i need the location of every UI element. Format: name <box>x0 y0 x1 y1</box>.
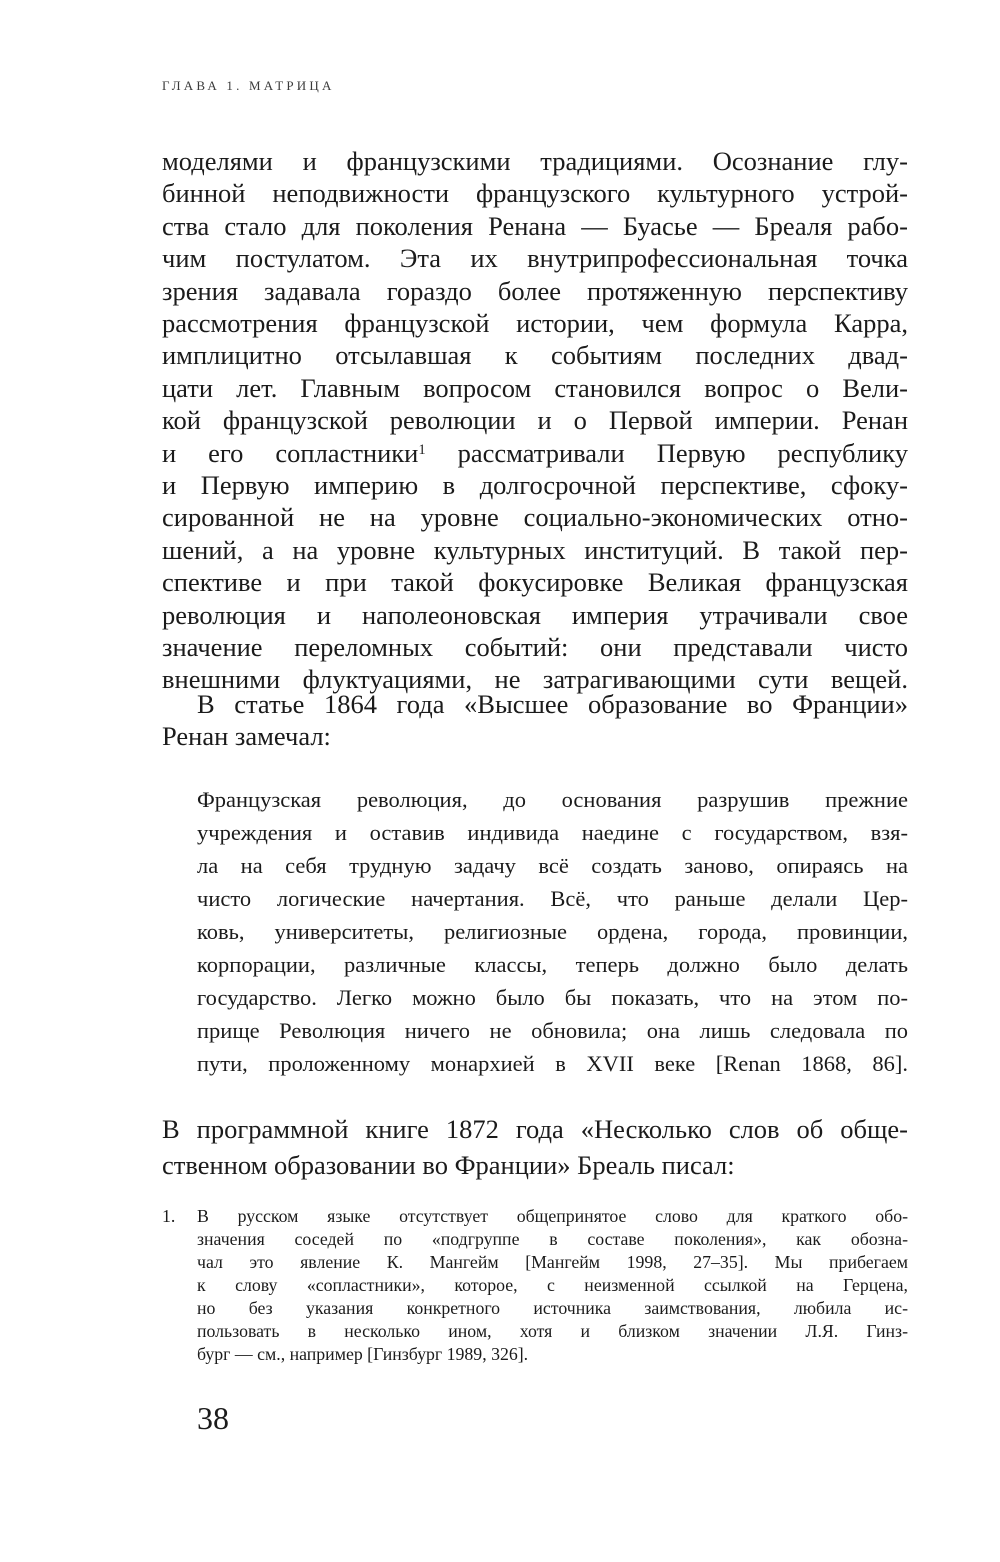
text-line: Ренан замечал: <box>162 721 331 751</box>
footnote-line: бург — см., например [Гинзбург 1989, 326]. <box>197 1344 529 1364</box>
text-line-with-footnote-ref <box>162 436 908 471</box>
footnote-line: к слову «сопластники», которое, с неизменной ссылкой на Герцена, <box>197 1275 908 1295</box>
quote-line: ковь, университеты, религиозные ордена, города, провинции, <box>197 919 908 944</box>
footnote-line: В русском языке отсутствует общепринятое слово для краткого обо- <box>197 1206 908 1226</box>
footnote-ref: 1 <box>418 441 426 458</box>
text-line: В статье 1864 года «Высшее образование во Франции» <box>197 689 908 719</box>
footnote-line: значения соседей по «подгруппе в составе поколения», как обозна- <box>197 1229 908 1249</box>
quote-line: ла на себя трудную задачу всё создать заново, опираясь на <box>197 853 908 878</box>
text-line: и Первую империю в долгосрочной перспективе, сфоку- <box>162 470 908 500</box>
text-line: революция и наполеоновская империя утрачивали свое <box>162 599 908 630</box>
quote-line: корпорации, различные классы, теперь должно было делать <box>197 952 908 977</box>
text-line: ственном образовании во Франции» Бреаль писал: <box>162 1150 735 1180</box>
text-line: внешними флуктуациями, не затрагивающими сути вещей. <box>162 664 908 695</box>
text-line: чим постулатом. Эта их внутрипрофессиональная точка <box>162 243 908 274</box>
text-line: бинной неподвижности французского культурного устрой- <box>162 178 908 209</box>
quote-line: прище Революция ничего не обновила; она лишь следовала по <box>197 1018 908 1043</box>
page-number: 38 <box>197 1400 229 1436</box>
quote-line: пути, проложенному монархией в XVII веке [Renan 1868, 86]. <box>197 1051 908 1076</box>
text-line: В программной книге 1872 года «Несколько слов об обще- <box>162 1114 908 1144</box>
footnote-number: 1. <box>162 1206 176 1226</box>
footnote-line: но без указания конкретного источника заимствования, любила ис- <box>197 1298 908 1318</box>
footnote-line: пользовать в несколько ином, хотя и близком значении Л.Я. Гинз- <box>197 1321 908 1341</box>
text-line: значение переломных событий: они представали чисто <box>162 632 908 662</box>
quote-line: государство. Легко можно было бы показать, что на этом по- <box>197 985 908 1010</box>
quote-line: чисто логические начертания. Всё, что раньше делали Цер- <box>197 886 908 911</box>
text-line: зрения задавала гораздо более протяженную перспективу <box>162 275 908 306</box>
text-line: рассмотрения французской истории, чем формула Карра, <box>162 308 908 338</box>
text-line: имплицитно отсылавшая к событиям последних двад- <box>162 340 908 371</box>
text-line: ства стало для поколения Ренана — Буасье — Бреаля рабо- <box>162 210 908 241</box>
text-fragment: и его сопластники <box>162 437 419 468</box>
text-line: кой французской революции и о Первой империи. Ренан <box>162 405 908 436</box>
quote-line: Французская революция, до основания разрушив прежние <box>197 787 908 812</box>
text-line: цати лет. Главным вопросом становился вопрос о Вели- <box>162 372 908 403</box>
running-head: ГЛАВА 1. МАТРИЦА <box>162 78 335 93</box>
footnote-line: чал это явление К. Мангейм [Мангейм 1998, 27–35]. Мы прибегаем <box>197 1252 908 1272</box>
text-fragment: рассматривали Первую республику <box>425 437 908 468</box>
text-line: шений, а на уровне культурных институций. В такой пер- <box>162 534 908 565</box>
text-line: сированной не на уровне социально-экономических отно- <box>162 502 908 533</box>
quote-line: учреждения и оставив индивида наедине с государством, взя- <box>197 820 908 845</box>
text-line: спективе и при такой фокусировке Великая французская <box>162 567 908 598</box>
text-line: моделями и французскими традициями. Осознание глу- <box>162 146 908 176</box>
